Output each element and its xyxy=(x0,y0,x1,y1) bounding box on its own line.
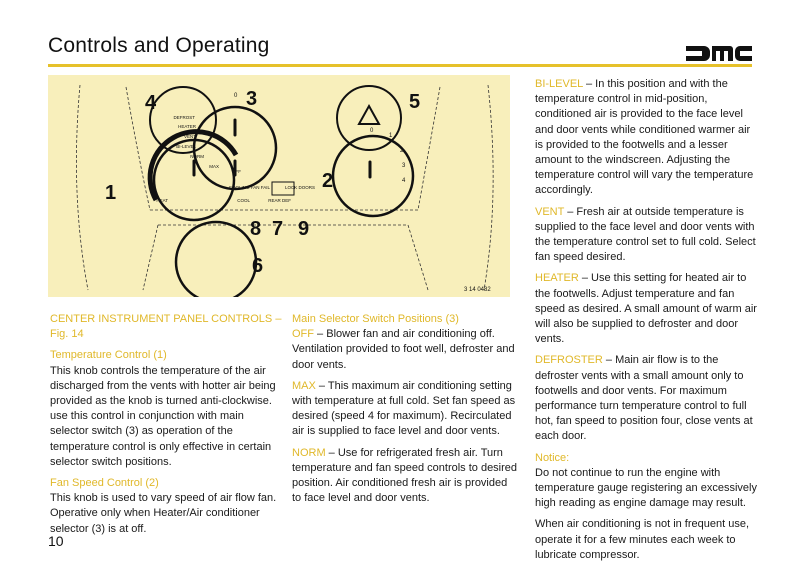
label-heat: HEAT xyxy=(156,198,168,203)
label-fan-1: 1 xyxy=(389,133,393,139)
defroster-text: – Main air flow is to the defroster vents with a small amount only to footwells and door vents. For maximum performance turn temperature control to full hot, fan speed to position four, close vents at each door. xyxy=(535,354,753,443)
dmc-logo xyxy=(686,46,752,61)
callout-9: 9 xyxy=(298,218,310,240)
norm-text: – Use for refrigerated fresh air. Turn temperature and fan speed controls to desired position. Air conditioned fresh air is provided to face level and door vents. xyxy=(292,446,518,505)
callout-3: 3 xyxy=(246,88,258,110)
label-lock-doors: LOCK DOORS xyxy=(284,185,315,190)
off-text: – Blower fan and air conditioning off. Ventilation provided to foot well, defroster and door vents. xyxy=(292,328,515,371)
label-cooling-fan-fail: COOLING FAN FAIL xyxy=(228,185,270,190)
label-norm: NORM xyxy=(190,154,204,159)
page-title: Controls and Operating xyxy=(48,34,270,57)
callout-6: 6 xyxy=(252,255,264,277)
callout-1: 1 xyxy=(105,182,117,204)
label-fan-0: 0 xyxy=(370,128,374,134)
vent-label: VENT xyxy=(535,205,565,218)
norm-label: NORM xyxy=(292,446,326,459)
label-fan-3: 3 xyxy=(402,163,406,169)
label-off: OFF xyxy=(232,169,241,174)
heater-label: HEATER xyxy=(535,272,579,285)
label-rear-def: REAR DEF xyxy=(268,198,291,203)
page-number: 10 xyxy=(48,533,64,549)
label-selector-0: 0 xyxy=(234,93,238,99)
section-heading: CENTER INSTRUMENT PANEL CONTROLS – Fig. 14 xyxy=(50,313,282,341)
bilevel-label: BI-LEVEL xyxy=(535,78,583,90)
heater-text: – Use this setting for heated air to the footwells. Adjust temperature and fan speed as desired. A small amount of warm air will also be supplied to defroster and door vents. xyxy=(535,272,757,346)
fan-speed-title: Fan Speed Control (2) xyxy=(50,477,159,490)
fan-speed-text: This knob is used to vary speed of air flow fan. Operative only when Heater/Air conditioner selector (3) is at off. xyxy=(50,492,277,535)
label-fan-4: 4 xyxy=(402,178,406,184)
label-heater: HEATER xyxy=(178,124,196,129)
label-defrost: DEFROST xyxy=(173,115,195,120)
callout-7: 7 xyxy=(272,218,284,240)
callout-2: 2 xyxy=(322,170,334,192)
label-bilevel: BI-LEVEL xyxy=(176,144,196,149)
temperature-control-text: This knob controls the temperature of the air discharged from the vents with hotter air being provided as the knob is turned anti-clockwise. use this control in conjunction with main selector switch (3) as operation of the temperature control is only effective in certain selector switch positions. xyxy=(50,364,276,468)
label-fan-2: 2 xyxy=(400,148,404,154)
temperature-control-title: Temperature Control (1) xyxy=(50,349,167,362)
column-1 xyxy=(50,312,282,543)
notice-title: Notice: xyxy=(535,451,570,464)
notice-text: Do not continue to run the engine with temperature gauge registering an excessively high reading as engine damage may result. xyxy=(535,466,757,510)
callout-8: 8 xyxy=(250,218,262,240)
label-max: MAX xyxy=(209,164,219,169)
callout-5: 5 xyxy=(409,91,421,113)
figure-ref-code: 3 14 0482 xyxy=(464,287,491,293)
label-cool: COOL xyxy=(237,198,250,203)
vent-text: – Fresh air at outside temperature is supplied to the face level and door vents with the temperature control set to full cold. Select fan speed desired. xyxy=(535,205,756,264)
header-rule xyxy=(48,64,752,67)
selector-heading: Main Selector Switch Positions (3) xyxy=(292,313,459,325)
column-2 xyxy=(292,312,518,512)
defroster-label: DEFROSTER xyxy=(535,354,603,367)
bilevel-text: – In this position and with the temperature control in mid-position, conditioned air is provided to the face level and door vents while conditioned warmer air is provided to the footwells and a lesser amount to the windscreen. Adjusting the temperature control will vary the temperature accordingly. xyxy=(535,78,754,197)
instrument-panel-figure xyxy=(48,75,510,297)
column-3 xyxy=(535,77,760,569)
ac-maintenance-text: When air conditioning is not in frequent use, operate it for a few minutes each week to lubricate compressor. xyxy=(535,518,750,561)
off-label: OFF xyxy=(292,328,314,341)
max-label: MAX xyxy=(292,379,316,392)
callout-4: 4 xyxy=(145,92,157,114)
label-vent: VENT xyxy=(183,134,196,139)
max-text: – This maximum air conditioning setting with temperature at full cold. Set fan speed as desired (speed 4 for maximum). Recirculated air is supplied to face level and door vents. xyxy=(292,379,516,438)
